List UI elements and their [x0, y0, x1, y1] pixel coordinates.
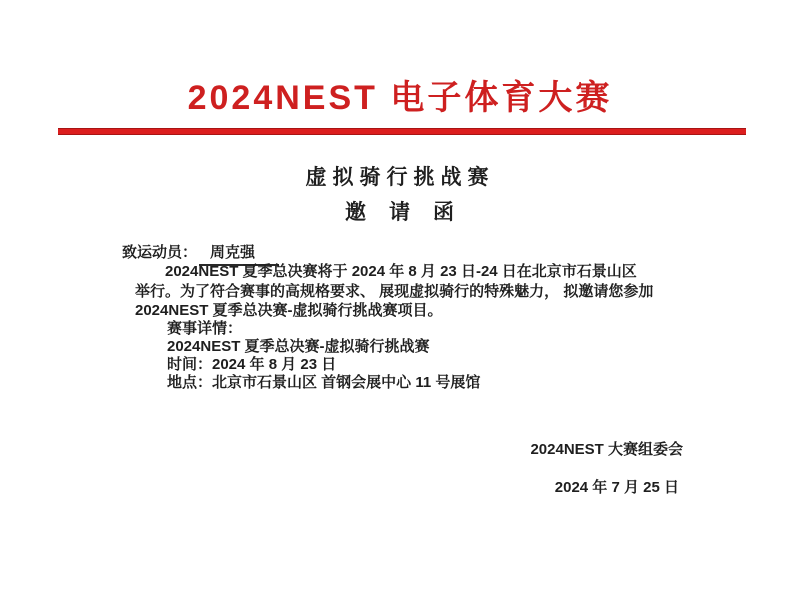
- event-subtitle: 虚拟骑行挑战赛: [305, 166, 495, 189]
- details-heading: 赛事详情：: [167, 320, 243, 337]
- recipient-name: 周克强: [199, 241, 279, 266]
- document-title: 2024NEST 电子体育大赛: [187, 79, 613, 117]
- event-details-block: [167, 320, 480, 392]
- signature-organizer: 2024NEST 大赛组委会: [530, 441, 683, 458]
- signature-date: 2024 年 7 月 25 日: [554, 479, 679, 496]
- details-event-name: 2024NEST 夏季总决赛-虚拟骑行挑战赛: [167, 338, 430, 355]
- title-divider-rule: [58, 128, 746, 135]
- recipient-label: 致运动员：: [122, 244, 198, 261]
- body-line: 2024NEST 夏季总决赛将于 2024 年 8 月 23 日-24 日在北京市石景山区: [165, 263, 637, 280]
- invitation-heading: 邀 请 函: [345, 201, 455, 224]
- body-line: 2024NEST 夏季总决赛-虚拟骑行挑战赛项目。: [135, 302, 443, 319]
- details-venue: 地点：北京市石景山区 首钢会展中心 11 号展馆: [167, 374, 481, 391]
- body-paragraph: [135, 262, 691, 321]
- details-time: 时间：2024 年 8 月 23 日: [167, 356, 337, 373]
- body-line: 举行。为了符合赛事的高规格要求、 展现虚拟骑行的特殊魅力， 拟邀请您参加: [135, 282, 654, 300]
